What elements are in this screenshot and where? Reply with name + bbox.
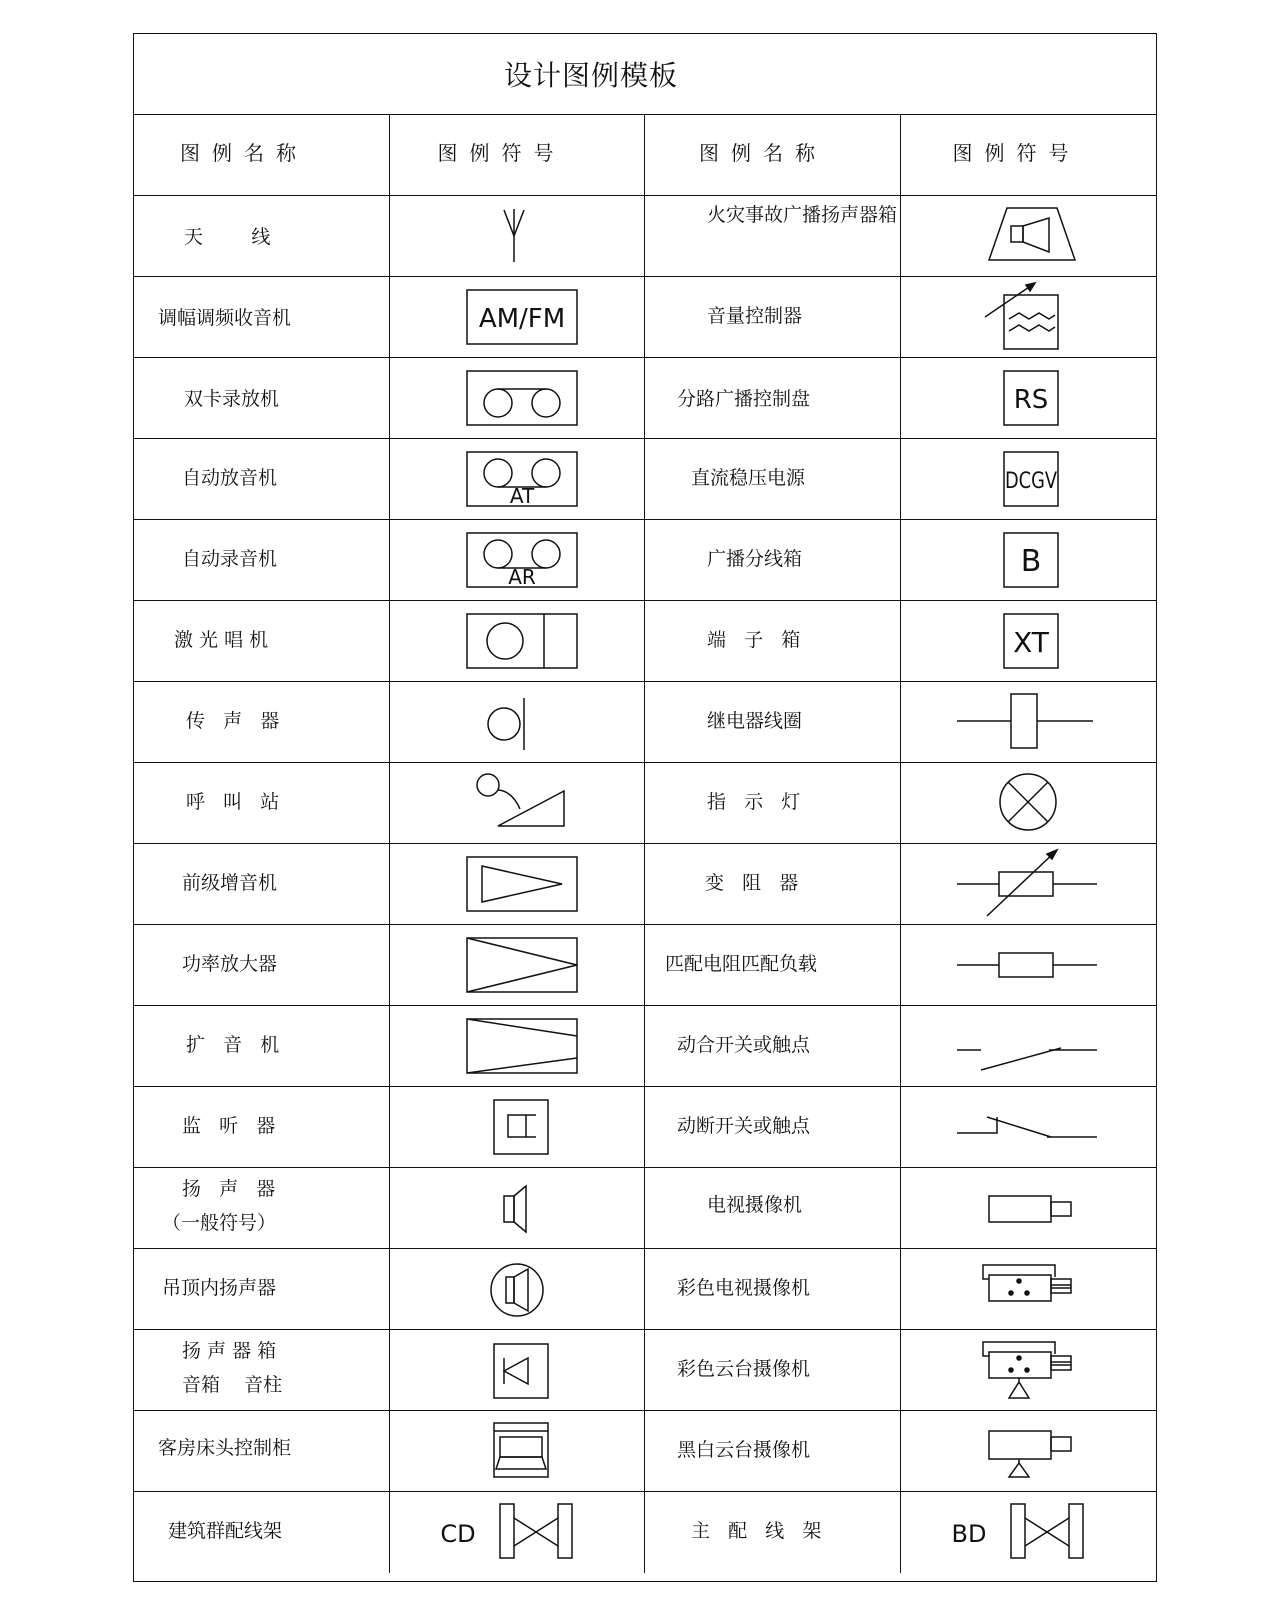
legend-name: 天 线 xyxy=(184,226,271,248)
legend-name-cell xyxy=(134,1006,390,1086)
legend-symbol-cell xyxy=(901,196,1157,276)
nc-switch-icon xyxy=(901,1087,1157,1166)
legend-name: 传 声 器 xyxy=(186,710,280,732)
header-legend-name: 图例名称 xyxy=(180,141,308,165)
legend-name: 调幅调频收音机 xyxy=(158,307,292,329)
main-distribution-frame-icon xyxy=(901,1492,1157,1571)
legend-name-cell xyxy=(645,925,901,1005)
header-legend-symbol: 图例符号 xyxy=(437,141,566,165)
legend-symbol-cell xyxy=(390,844,646,924)
legend-name: 火灾事故广播扬声器箱 xyxy=(707,204,898,226)
antenna-icon xyxy=(390,196,646,275)
legend-name: 扬 声 器 xyxy=(182,1178,276,1200)
legend-symbol-cell xyxy=(390,1411,646,1491)
legend-name-cell xyxy=(134,1249,390,1329)
legend-name-note: 音箱 音柱 xyxy=(182,1374,283,1396)
legend-symbol-cell xyxy=(901,439,1157,519)
legend-name: 动合开关或触点 xyxy=(677,1034,811,1056)
legend-name-cell xyxy=(645,1330,901,1410)
table-row xyxy=(134,358,1156,439)
symbol-label: RS xyxy=(1013,385,1048,415)
speaker-icon xyxy=(390,1168,646,1247)
legend-symbol-cell xyxy=(390,196,646,276)
legend-name: 黑白云台摄像机 xyxy=(677,1439,811,1461)
legend-name: 彩色云台摄像机 xyxy=(677,1358,811,1380)
legend-name-cell xyxy=(134,601,390,681)
legend-name-note: （一般符号） xyxy=(162,1212,277,1234)
legend-name-cell xyxy=(134,520,390,600)
legend-symbol-cell xyxy=(390,601,646,681)
matching-resistor-icon xyxy=(901,925,1157,1004)
fire-speaker-box-icon xyxy=(901,196,1157,275)
legend-name: 继电器线圈 xyxy=(707,710,803,732)
table-row xyxy=(134,277,1156,358)
legend-name-cell xyxy=(645,601,901,681)
table-row xyxy=(134,1087,1156,1168)
table-row xyxy=(134,1249,1156,1330)
legend-symbol-cell xyxy=(901,1330,1157,1410)
legend-name-cell xyxy=(134,277,390,357)
preamp-icon xyxy=(390,844,646,923)
legend-symbol-cell xyxy=(901,1492,1157,1573)
legend-name-cell xyxy=(645,682,901,762)
header-legend-name: 图例名称 xyxy=(699,141,827,165)
legend-name-cell xyxy=(645,277,901,357)
table-row xyxy=(134,196,1156,277)
legend-name: 分路广播控制盘 xyxy=(677,388,811,410)
legend-name-cell xyxy=(134,682,390,762)
legend-name: 建筑群配线架 xyxy=(168,1520,283,1542)
legend-name-cell xyxy=(134,844,390,924)
symbol-label: XT xyxy=(1012,626,1049,659)
relay-coil-icon xyxy=(901,682,1157,761)
tv-camera-icon xyxy=(901,1168,1157,1247)
legend-name-cell xyxy=(645,1492,901,1573)
legend-name-cell xyxy=(645,1411,901,1491)
legend-symbol-cell xyxy=(901,277,1157,357)
legend-name-cell xyxy=(134,358,390,438)
call-station-icon xyxy=(390,763,646,842)
legend-symbol-cell xyxy=(901,682,1157,762)
table-row xyxy=(134,1330,1156,1411)
legend-name: 扩 音 机 xyxy=(186,1034,280,1056)
legend-symbol-cell xyxy=(901,358,1157,438)
legend-name-cell xyxy=(134,439,390,519)
legend-symbol-cell xyxy=(390,439,646,519)
legend-symbol-cell xyxy=(901,1087,1157,1167)
legend-name-cell xyxy=(645,196,901,276)
bw-ptz-camera-icon xyxy=(901,1411,1157,1490)
table-row xyxy=(134,601,1156,682)
indicator-lamp-icon xyxy=(901,763,1157,842)
legend-name-cell xyxy=(645,1087,901,1167)
legend-name: 监 听 器 xyxy=(182,1115,276,1137)
legend-name-cell xyxy=(645,358,901,438)
table-row xyxy=(134,925,1156,1006)
legend-name: 客房床头控制柜 xyxy=(158,1437,292,1459)
table-row xyxy=(134,439,1156,520)
header-cell xyxy=(390,115,646,195)
page-title: 设计图例模板 xyxy=(504,59,679,92)
legend-name: 扬 声 器 箱 xyxy=(182,1340,277,1362)
campus-distribution-frame-icon xyxy=(390,1492,646,1571)
xt-box-icon xyxy=(901,601,1157,680)
legend-name-cell xyxy=(134,763,390,843)
dual-cassette-icon xyxy=(390,358,646,437)
legend-symbol-cell xyxy=(901,763,1157,843)
legend-symbol-cell xyxy=(390,358,646,438)
monitor-icon xyxy=(390,1087,646,1166)
symbol-label: B xyxy=(1020,544,1041,579)
amplifier-icon xyxy=(390,1006,646,1085)
table-row xyxy=(134,682,1156,763)
table-row xyxy=(134,763,1156,844)
legend-name: 端 子 箱 xyxy=(707,629,801,651)
legend-name: 前级增音机 xyxy=(182,872,278,894)
b-box-icon xyxy=(901,520,1157,599)
legend-symbol-cell xyxy=(390,520,646,600)
power-amp-icon xyxy=(390,925,646,1004)
legend-name-cell xyxy=(134,1492,390,1573)
legend-name: 动断开关或触点 xyxy=(677,1115,811,1137)
table-row xyxy=(134,1411,1156,1492)
legend-symbol-cell xyxy=(901,1006,1157,1086)
cd-player-icon xyxy=(390,601,646,680)
color-ptz-camera-icon xyxy=(901,1330,1157,1409)
table-row xyxy=(134,1492,1156,1573)
legend-name-cell xyxy=(645,520,901,600)
microphone-icon xyxy=(390,682,646,761)
rheostat-icon xyxy=(901,844,1157,923)
color-camera-icon xyxy=(901,1249,1157,1328)
auto-player-icon xyxy=(390,439,646,518)
auto-recorder-icon xyxy=(390,520,646,599)
legend-name-cell xyxy=(134,1411,390,1491)
legend-symbol-cell xyxy=(390,1249,646,1329)
table-row xyxy=(134,520,1156,601)
header-cell xyxy=(645,115,901,195)
legend-name-cell xyxy=(134,1330,390,1410)
table-row xyxy=(134,1006,1156,1087)
am-fm-radio-icon xyxy=(390,277,646,356)
title-row xyxy=(134,34,1156,115)
legend-symbol-cell xyxy=(901,520,1157,600)
legend-name: 自动录音机 xyxy=(182,548,278,570)
legend-name: 变 阻 器 xyxy=(705,872,799,894)
table-header-row xyxy=(134,115,1156,196)
legend-name: 彩色电视摄像机 xyxy=(677,1277,811,1299)
legend-symbol-cell xyxy=(901,925,1157,1005)
header-cell xyxy=(134,115,390,195)
legend-symbol-cell xyxy=(901,1249,1157,1329)
legend-name-cell xyxy=(134,1087,390,1167)
legend-name-cell xyxy=(645,844,901,924)
legend-name-cell xyxy=(134,1168,390,1248)
legend-symbol-cell xyxy=(390,1168,646,1248)
legend-symbol-cell xyxy=(901,601,1157,681)
legend-symbol-cell xyxy=(390,1006,646,1086)
legend-name: 电视摄像机 xyxy=(707,1194,803,1216)
legend-symbol-cell xyxy=(390,1087,646,1167)
table-row xyxy=(134,1168,1156,1249)
ceiling-speaker-icon xyxy=(390,1249,646,1328)
bedside-console-icon xyxy=(390,1411,646,1490)
legend-name: 激 光 唱 机 xyxy=(174,629,269,651)
volume-controller-icon xyxy=(901,277,1157,356)
legend-name-cell xyxy=(645,439,901,519)
speaker-box-icon xyxy=(390,1330,646,1409)
symbol-label: DCGV xyxy=(1004,469,1057,494)
header-legend-symbol: 图例符号 xyxy=(952,141,1081,165)
legend-name: 双卡录放机 xyxy=(184,388,280,410)
symbol-label: AR xyxy=(507,565,536,589)
no-switch-icon xyxy=(901,1006,1157,1085)
legend-table xyxy=(134,115,1156,1573)
legend-name-cell xyxy=(645,763,901,843)
legend-symbol-cell xyxy=(901,1168,1157,1248)
symbol-label: BD xyxy=(951,1520,986,1548)
legend-name-cell xyxy=(645,1006,901,1086)
legend-name-cell xyxy=(645,1168,901,1248)
legend-name-cell xyxy=(645,1249,901,1329)
legend-name: 自动放音机 xyxy=(182,467,278,489)
header-cell xyxy=(901,115,1157,195)
symbol-label: AT xyxy=(509,484,534,508)
rs-box-icon xyxy=(901,358,1157,437)
legend-symbol-cell xyxy=(390,925,646,1005)
legend-symbol-cell xyxy=(390,1330,646,1410)
legend-name: 功率放大器 xyxy=(182,953,278,975)
legend-name-cell xyxy=(134,196,390,276)
legend-symbol-cell xyxy=(390,277,646,357)
legend-name: 匹配电阻匹配负载 xyxy=(665,953,818,975)
legend-name: 主 配 线 架 xyxy=(691,1520,822,1542)
legend-sheet xyxy=(133,33,1157,1582)
legend-name: 直流稳压电源 xyxy=(691,467,806,489)
legend-name: 吊顶内扬声器 xyxy=(162,1277,277,1299)
legend-symbol-cell xyxy=(390,682,646,762)
symbol-label: AM/FM xyxy=(478,304,565,334)
legend-name: 呼 叫 站 xyxy=(186,791,280,813)
legend-name: 音量控制器 xyxy=(707,305,803,327)
legend-symbol-cell xyxy=(390,763,646,843)
legend-symbol-cell xyxy=(390,1492,646,1573)
legend-symbol-cell xyxy=(901,1411,1157,1491)
symbol-label: CD xyxy=(439,1520,476,1548)
table-row xyxy=(134,844,1156,925)
legend-name: 广播分线箱 xyxy=(707,548,803,570)
dcgv-box-icon xyxy=(901,439,1157,518)
legend-name: 指 示 灯 xyxy=(707,791,801,813)
legend-name-cell xyxy=(134,925,390,1005)
legend-symbol-cell xyxy=(901,844,1157,924)
